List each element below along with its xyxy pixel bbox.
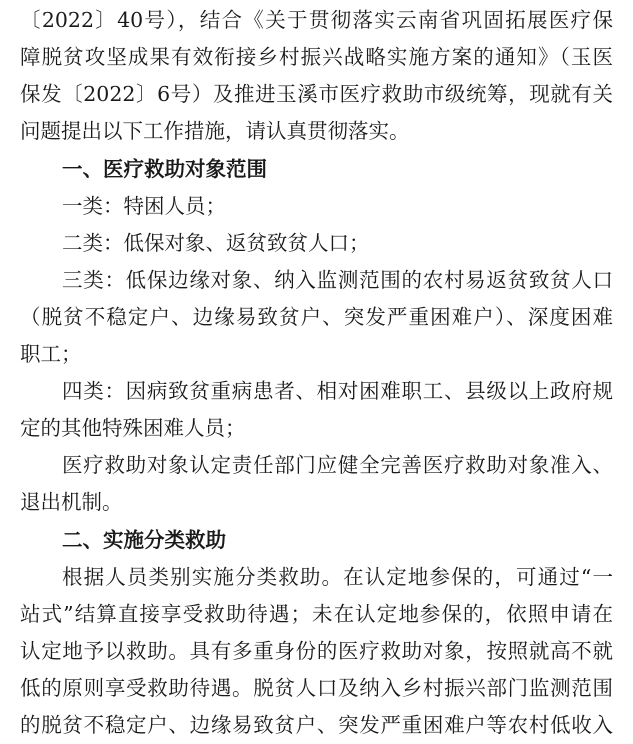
category-item-1: 一类：特困人员； [62,194,226,218]
category-item-3: 三类：低保边缘对象、纳入监测范围的农村易返贫致贫人口 [62,268,613,292]
body-text-line: 退出机制。 [20,490,123,514]
section-heading-1: 一、医疗救助对象范围 [62,157,267,181]
body-text-line: 职工； [20,342,82,366]
body-text-line: 站式”结算直接享受救助待遇；未在认定地参保的，依照申请在 [20,602,613,626]
paragraph-line: 根据人员类别实施分类救助。在认定地参保的，可通过“一 [62,565,613,589]
body-text-line: 〔2022〕40号），结合《关于贯彻落实云南省巩固拓展医疗保 [20,8,613,32]
body-text-line: 保发〔2022〕6号）及推进玉溪市医疗救助市级统筹，现就有关 [20,82,613,106]
body-text-line: 的脱贫不稳定户、边缘易致贫户、突发严重困难户等农村低收入 [20,713,613,737]
body-text-line: 低的原则享受救助待遇。脱贫人口及纳入乡村振兴部门监测范围 [20,676,613,700]
category-item-2: 二类：低保对象、返贫致贫人口； [62,231,370,255]
paragraph-line: 医疗救助对象认定责任部门应健全完善医疗救助对象准入、 [62,453,613,477]
section-heading-2: 二、实施分类救助 [62,528,226,552]
body-text-line: 认定地予以救助。具有多重身份的医疗救助对象，按照就高不就 [20,639,613,663]
body-text-line: 问题提出以下工作措施，请认真贯彻落实。 [20,119,410,143]
body-text-line: 定的其他特殊困难人员； [20,416,246,440]
body-text-line: （脱贫不稳定户、边缘易致贫户、突发严重困难户）、深度困难 [20,305,613,329]
category-item-4: 四类：因病致贫重病患者、相对困难职工、县级以上政府规 [62,379,613,403]
body-text-line: 障脱贫攻坚成果有效衔接乡村振兴战略实施方案的通知》（玉医 [20,45,613,69]
